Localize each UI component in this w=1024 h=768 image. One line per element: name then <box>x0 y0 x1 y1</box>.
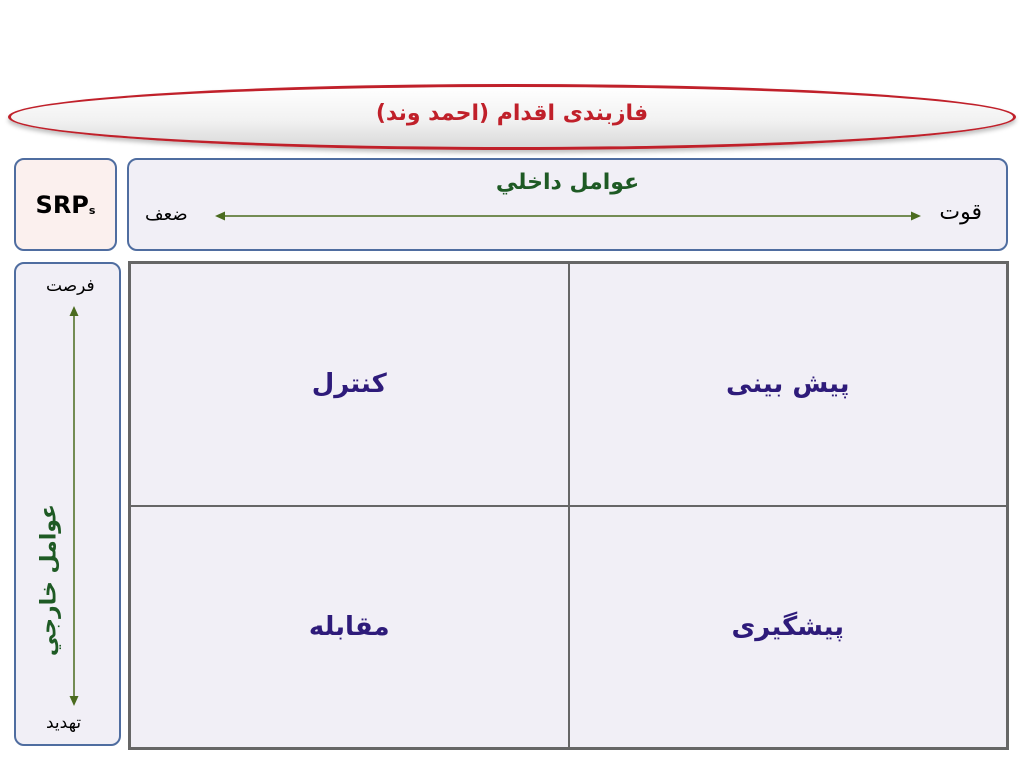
opportunity-label: فرصت <box>46 276 95 296</box>
srps-label: $SRP_s$ <box>35 190 96 219</box>
internal-factors-box <box>127 158 1008 251</box>
slide-title: فازبندی اقدام (احمد وند) <box>375 100 649 126</box>
quadrant-prediction: پیش بینی <box>569 263 1008 506</box>
horizontal-axis-arrow <box>215 210 921 222</box>
srps-label-box <box>14 158 117 251</box>
weakness-label: ضعف <box>145 204 188 225</box>
external-factors-box <box>14 262 121 746</box>
vertical-axis-arrow <box>68 306 80 706</box>
external-factors-title: عوامل خارجي <box>36 503 62 657</box>
internal-factors-title: عوامل داخلي <box>495 170 640 195</box>
strength-label: قوت <box>939 200 982 225</box>
quadrant-prevention: پیشگیری <box>569 506 1008 749</box>
title-banner <box>8 84 1016 150</box>
quadrant-confrontation: مقابله <box>130 506 569 749</box>
threat-label: تهدید <box>46 713 82 733</box>
strategy-matrix <box>128 261 1009 750</box>
quadrant-control: كنترل <box>130 263 569 506</box>
